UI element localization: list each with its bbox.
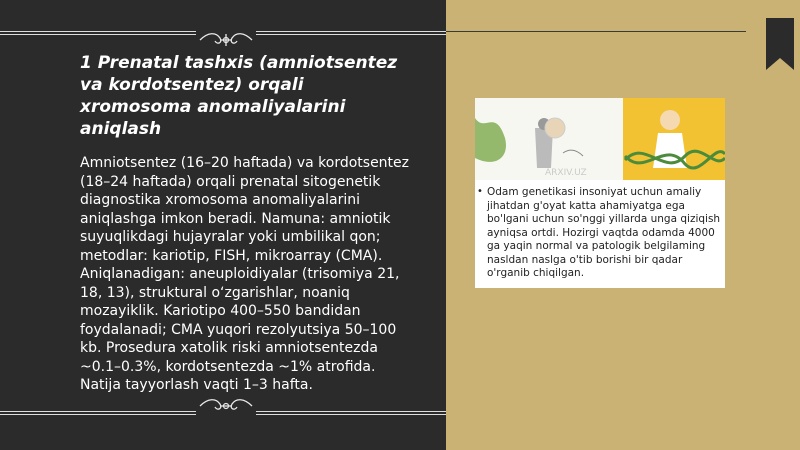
genetics-illustration xyxy=(475,98,725,180)
slide-body-text: Amniotsentez (16–20 haftada) va kordotsentez (18–24 haftada) orqali prenatal sitogenetik diagnostika xromosoma anomaliyalarini aniqlashga imkon beradi. Namuna: amniotik suyuqlikdagi hujayralar yoki umbilikal qon; metodlar: kariotip, FISH, mikroarray (CMA). Aniqlanadigan: aneuploidiyalar (trisomiya 21, 18, 13), struktural o‘zgarishlar, noaniq mozayiklik. Kariotipo 400–550 bandidan foydalanadi; CMA yuqori rezolyutsiya 50–100 kb. Prosedura xatolik riski amniotsentezda ~0.1–0.3%, kordotsentezda ~1% atrofida. Natija tayyorlash vaqti 1–3 hafta. xyxy=(80,155,410,393)
top-ornament-icon xyxy=(196,30,256,50)
right-top-divider xyxy=(446,31,746,32)
slide-title: 1 Prenatal tashxis (amniotsentez va kordotsentez) orqali xromosoma anomaliyalarini aniqlash xyxy=(80,53,398,139)
bullet-icon: • xyxy=(477,186,483,197)
bottom-ornament-icon xyxy=(196,396,256,416)
picture-text: Odam genetikasi insoniyat uchun amaliy jihatdan g'oyat katta ahamiyatga ega bo'lgani uchun so'nggi yillarda unga qiziqish ayniqsa ortdi. Hozirgi vaqtda odamda 4000 ga yaqin normal va patologik belgilaming nasldan naslga o'tib borishi bir qadar o'rganib chiqilgan. xyxy=(487,186,721,279)
bookmark-icon xyxy=(766,18,794,70)
watermark: ARXIV.UZ xyxy=(545,168,587,178)
slide-picture xyxy=(475,98,725,288)
